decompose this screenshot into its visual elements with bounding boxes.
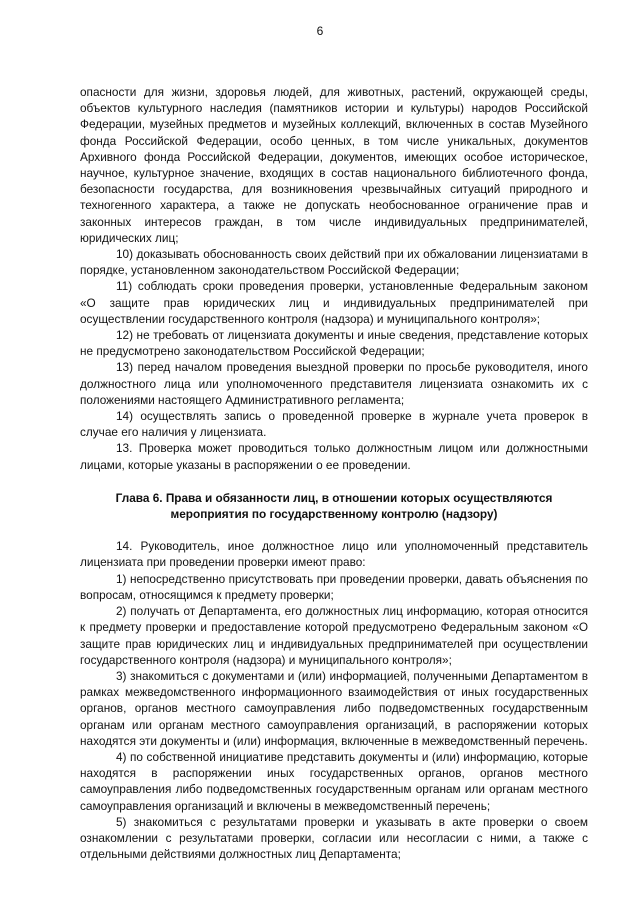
paragraph-item-14: 14) осуществлять запись о проведенной проверке в журнале учета проверок в случае его наличия у лицензиата. bbox=[80, 409, 588, 440]
paragraph-right-1: 1) непосредственно присутствовать при проведении проверки, давать объяснения по вопросам, относящимся к предмету проверки; bbox=[80, 571, 588, 602]
paragraph-right-5: 5) знакомиться с результатами проверки и указывать в акте проверки о своем ознакомлении с результатами проверки, согласии или несогласии с ними, а также с отдельными действиями должностных лиц Департамента; bbox=[80, 814, 588, 862]
paragraph-item-11: 11) соблюдать сроки проведения проверки, установленные Федеральным законом «О защите прав юридических лиц и индивидуальных предпринимателей при осуществлении государственного контроля (надзора) и муниципального контроля»; bbox=[80, 279, 588, 326]
paragraph-continuation: опасности для жизни, здоровья людей, для животных, растений, окружающей среды, объектов культурного наследия (памятников истории и культуры) народов Российской Федерации, музейных предметов и музейных коллекций, включенных в состав Музейного фонда Российской Федерации, особо ценных, в том числе уникальных, документов Архивного фонда Российской Федерации, документов, имеющих особое историческое, научное, культурное значение, входящих в состав национального библиотечного фонда, безопасности государства, для возникновения чрезвычайных ситуаций природного и техногенного характера, а также не допускать необоснованное ограничение прав и законных интересов граждан, в том числе индивидуальных предпринимателей, юридических лиц; bbox=[80, 85, 588, 245]
document-body bbox=[80, 84, 588, 862]
paragraph-right-4: 4) по собственной инициативе представить документы и (или) информацию, которые находятся в распоряжении иных государственных органов, органов местного самоуправления либо подведомственных государственным органам или органам местного самоуправления организаций и включены в межведомственный перечень; bbox=[80, 749, 588, 813]
paragraph-clause-13: 13. Проверка может проводиться только должностным лицом или должностными лицами, которые указаны в распоряжении о ее проведении. bbox=[80, 441, 588, 472]
section-before bbox=[80, 84, 588, 473]
paragraph-clause-14: 14. Руководитель, иное должностное лицо или уполномоченный представитель лицензиата при проведении проверки имеют право: bbox=[80, 539, 588, 570]
paragraph-item-10: 10) доказывать обоснованность своих действий при их обжаловании лицензиатами в порядке, установленном законодательством Российской Федерации; bbox=[80, 247, 588, 278]
chapter-heading: Глава 6. Права и обязанности лиц, в отношении которых осуществляются мероприятия по государственному контролю (надзору) bbox=[115, 490, 553, 522]
page-number: 6 bbox=[316, 24, 324, 38]
paragraph-right-3: 3) знакомиться с документами и (или) информацией, полученными Департаментом в рамках межведомственного информационного взаимодействия от иных государственных органов, органов местного самоуправления либо подведомственных государственным органам или органам местного самоуправления организаций, в распоряжении которых находятся эти документы и (или) информация, включенные в межведомственный перечень. bbox=[80, 668, 588, 748]
section-after bbox=[80, 538, 588, 862]
paragraph-item-12: 12) не требовать от лицензиата документы и иные сведения, представление которых не предусмотрено законодательством Российской Федерации; bbox=[80, 328, 588, 359]
paragraph-right-2: 2) получать от Департамента, его должностных лиц информацию, которая относится к предмету проверки и предоставление которой предусмотрено Федеральным законом «О защите прав юридических лиц и индивидуальных предпринимателей при осуществлении государственного контроля (надзора) и муниципального контроля»; bbox=[80, 604, 588, 667]
paragraph-item-13: 13) перед началом проведения выездной проверки по просьбе руководителя, иного должностного лица или уполномоченного представителя лицензиата ознакомить их с положениями настоящего Административного регламента; bbox=[80, 360, 588, 407]
